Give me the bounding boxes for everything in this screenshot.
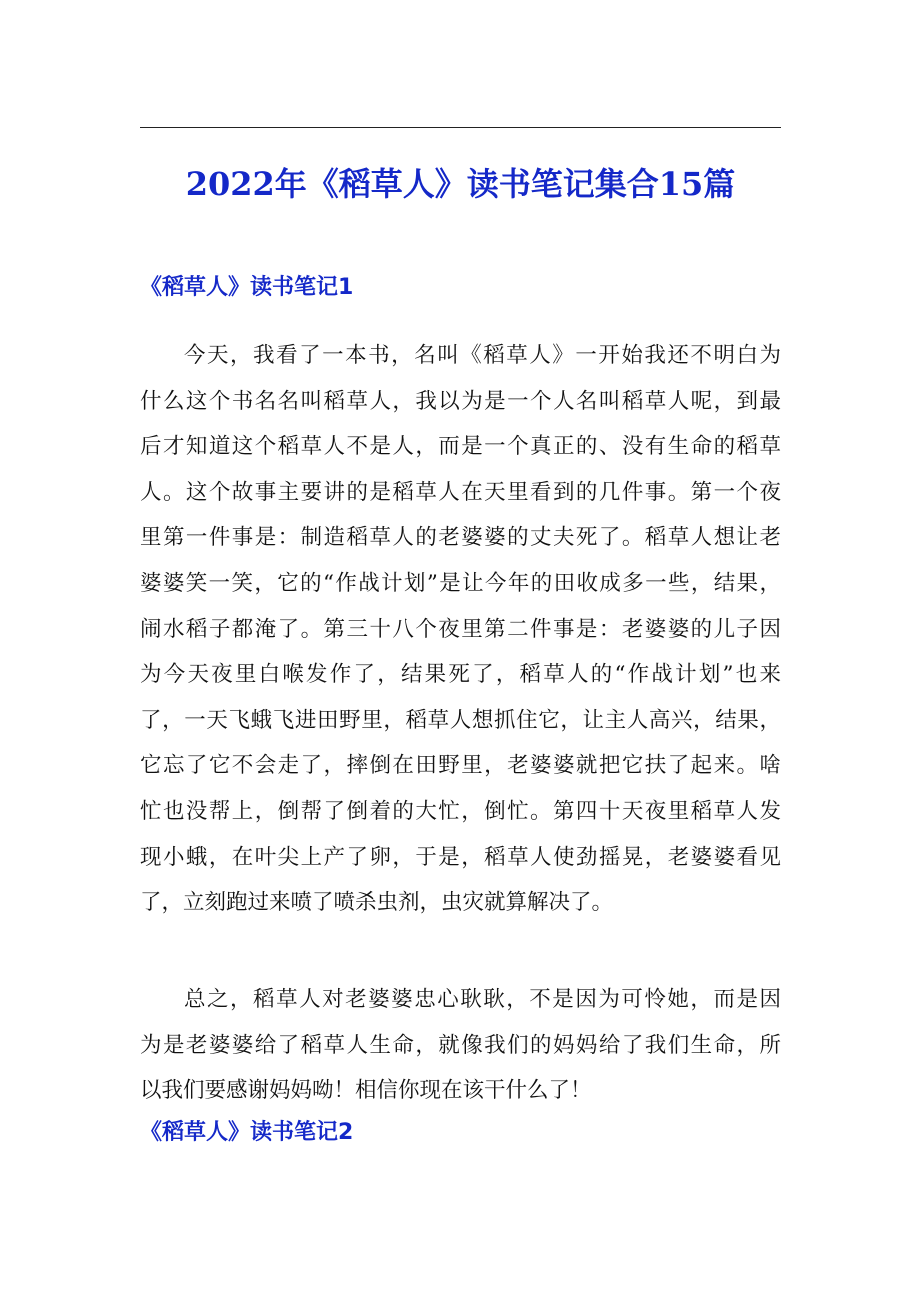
text-line: 什么这个书名名叫稻草人，我以为是一个人名叫稻草人呢，到最 [140, 388, 781, 414]
text-line: 后才知道这个稻草人不是人，而是一个真正的、没有生命的稻草 [140, 434, 781, 460]
text-line: 了，一天飞蛾飞进田野里，稻草人想抓住它，让主人高兴，结果， [140, 707, 781, 733]
text-line: 里第一件事是：制造稻草人的老婆婆的丈夫死了。稻草人想让老 [140, 525, 781, 551]
paragraph-2 [140, 977, 781, 1114]
text-line: 以我们要感谢妈妈呦！相信你现在该干什么了！ [140, 1078, 592, 1104]
section-heading-2: 《稻草人》读书笔记2 [140, 1120, 354, 1145]
text-line: 现小蛾，在叶尖上产了卵，于是，稻草人使劲摇晃，老婆婆看见 [140, 844, 781, 870]
document-title: 2022年《稻草人》读书笔记集合15篇 [185, 165, 736, 203]
text-line: 闹水稻子都淹了。第三十八个夜里第二件事是：老婆婆的儿子因 [140, 616, 781, 642]
text-line: 总之，稻草人对老婆婆忠心耿耿，不是因为可怜她，而是因 [184, 987, 781, 1012]
paragraph-1 [140, 333, 781, 926]
text-line: 人。这个故事主要讲的是稻草人在天里看到的几件事。第一个夜 [140, 479, 781, 505]
text-line: 今天，我看了一本书，名叫《稻草人》一开始我还不明白为 [184, 343, 781, 368]
text-line: 忙也没帮上，倒帮了倒着的大忙，倒忙。第四十天夜里稻草人发 [140, 798, 781, 824]
text-line: 了，立刻跑过来喷了喷杀虫剂，虫灾就算解决了。 [140, 890, 614, 916]
text-line: 为是老婆婆给了稻草人生命，就像我们的妈妈给了我们生命，所 [140, 1032, 781, 1058]
header-rule [140, 127, 781, 128]
text-line: 它忘了它不会走了，摔倒在田野里，老婆婆就把它扶了起来。啥 [140, 753, 781, 779]
section-heading-1: 《稻草人》读书笔记1 [140, 275, 354, 300]
text-line: 婆婆笑一笑，它的“作战计划”是让今年的田收成多一些，结果， [140, 570, 781, 596]
text-line: 为今天夜里白喉发作了，结果死了，稻草人的“作战计划”也来 [140, 662, 781, 688]
